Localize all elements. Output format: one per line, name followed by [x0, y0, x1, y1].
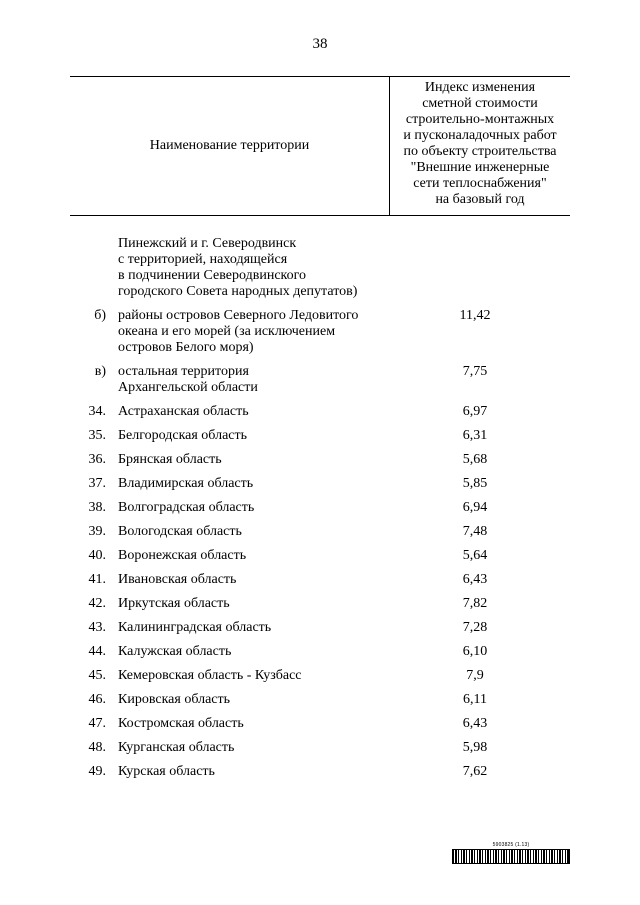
territory-name-line: Астраханская область [118, 404, 249, 419]
index-value: 6,43 [462, 716, 488, 731]
row-number: в) [94, 364, 106, 379]
territory-name [110, 428, 370, 444]
row-spacer [70, 420, 570, 428]
territory-name [110, 764, 370, 780]
row-spacer [70, 708, 570, 716]
territory-name-line: районы островов Северного Ледовитого [118, 308, 359, 323]
table-row [70, 716, 570, 732]
index-value: 7,9 [466, 668, 484, 683]
row-number: 38. [88, 500, 106, 515]
row-number: 40. [88, 548, 106, 563]
row-spacer [70, 300, 570, 308]
territory-name-line: Вологодская область [118, 524, 242, 539]
table-row [70, 500, 570, 516]
index-value: 6,31 [462, 428, 488, 443]
row-number: 36. [88, 452, 106, 467]
row-spacer [70, 756, 570, 764]
row-spacer [70, 444, 570, 452]
territory-name [110, 596, 370, 612]
index-value: 6,11 [463, 692, 487, 707]
header-index-line: сметной стоимости [422, 96, 538, 111]
territory-name-line: Кировская область [118, 692, 231, 707]
row-spacer [70, 732, 570, 740]
row-number: 35. [88, 428, 106, 443]
row-number: 47. [88, 716, 106, 731]
index-value: 6,97 [462, 404, 488, 419]
row-spacer [70, 612, 570, 620]
row-number: 34. [88, 404, 106, 419]
table-row [70, 548, 570, 564]
territory-name [110, 620, 370, 636]
territory-name-line: Калужская область [118, 644, 232, 659]
territory-name-line: Костромская область [118, 716, 244, 731]
territory-name [110, 308, 370, 356]
table-row [70, 308, 570, 356]
header-index-column [390, 77, 570, 215]
territory-name [110, 668, 370, 684]
index-value: 11,42 [459, 308, 491, 323]
row-spacer [70, 660, 570, 668]
territory-name-line: Белгородская область [118, 428, 248, 443]
header-index-line: строительно-монтажных [405, 112, 555, 127]
table-header [70, 76, 570, 216]
index-value: 5,64 [462, 548, 488, 563]
territory-name-line: Архангельской области [118, 380, 258, 395]
territory-name [110, 404, 370, 420]
index-value: 7,62 [462, 764, 488, 779]
table-row [70, 236, 570, 300]
row-number [70, 236, 110, 300]
row-number: 46. [88, 692, 106, 707]
territory-name [110, 740, 370, 756]
territory-name-line: океана и его морей (за исключением [118, 324, 336, 339]
table-row [70, 572, 570, 588]
territory-name-line: Волгоградская область [118, 500, 255, 515]
territory-name-line: Брянская область [118, 452, 222, 467]
table-row [70, 740, 570, 756]
index-value: 6,43 [462, 572, 488, 587]
table-row [70, 452, 570, 468]
barcode [452, 842, 570, 864]
table-row [70, 428, 570, 444]
index-value: 7,48 [462, 524, 488, 539]
row-spacer [70, 540, 570, 548]
row-spacer [70, 356, 570, 364]
table-row [70, 764, 570, 780]
row-number: 42. [88, 596, 106, 611]
territory-name [110, 644, 370, 660]
row-number: 44. [88, 644, 106, 659]
index-value: 5,85 [462, 476, 488, 491]
territory-name-line: Ивановская область [118, 572, 237, 587]
row-spacer [70, 396, 570, 404]
row-spacer [70, 564, 570, 572]
territory-name [110, 524, 370, 540]
header-index-line: Индекс изменения [424, 80, 536, 95]
table-row [70, 364, 570, 396]
row-spacer [70, 588, 570, 596]
row-number: 37. [88, 476, 106, 491]
territory-name [110, 548, 370, 564]
territory-name [110, 572, 370, 588]
index-value [370, 236, 570, 300]
header-index-line: по объекту строительства [403, 144, 557, 159]
territory-name [110, 236, 370, 300]
table-row [70, 620, 570, 636]
index-value: 6,94 [462, 500, 488, 515]
row-spacer [70, 468, 570, 476]
row-number: 48. [88, 740, 106, 755]
header-territory-name: Наименование территории [70, 77, 390, 215]
row-number: б) [94, 308, 106, 323]
table-row [70, 692, 570, 708]
territory-name-line: Воронежская область [118, 548, 247, 563]
header-index-line: сети теплоснабжения" [413, 176, 547, 191]
territory-name-line: Пинежский и г. Северодвинск [118, 236, 297, 251]
territory-name [110, 364, 370, 396]
territory-name-line: Курская область [118, 764, 215, 779]
index-value: 7,28 [462, 620, 488, 635]
table-row [70, 596, 570, 612]
territory-name-line: Калининградская область [118, 620, 272, 635]
page-number: 38 [312, 36, 328, 52]
header-index-line: на базовый год [435, 192, 525, 207]
row-number: 43. [88, 620, 106, 635]
territory-name-line: Кемеровская область - Кузбасс [118, 668, 302, 683]
row-spacer [70, 684, 570, 692]
row-number: 45. [88, 668, 106, 683]
territory-name [110, 476, 370, 492]
territory-name [110, 452, 370, 468]
territory-name-line: Курганская область [118, 740, 235, 755]
table-body [70, 216, 570, 780]
territory-name-line: с территорией, находящейся [118, 252, 288, 267]
barcode-label: 5903825 (1.13) [492, 842, 530, 848]
row-spacer [70, 492, 570, 500]
header-index-line: "Внешние инженерные [410, 160, 550, 175]
table-row [70, 404, 570, 420]
territory-name-line: в подчинении Северодвинского [118, 268, 307, 283]
row-spacer [70, 516, 570, 524]
row-number: 49. [88, 764, 106, 779]
index-value: 5,68 [462, 452, 488, 467]
territory-name-line: остальная территория [118, 364, 249, 379]
territory-name-line: городского Совета народных депутатов) [118, 284, 358, 299]
row-spacer [70, 636, 570, 644]
region-index-table [70, 76, 570, 780]
table-row [70, 476, 570, 492]
table-row [70, 668, 570, 684]
table-row [70, 644, 570, 660]
territory-name-line: Иркутская область [118, 596, 230, 611]
territory-name [110, 692, 370, 708]
row-number: 41. [88, 572, 106, 587]
index-value: 6,10 [462, 644, 488, 659]
territory-name [110, 500, 370, 516]
territory-name-line: Владимирская область [118, 476, 254, 491]
table-row [70, 524, 570, 540]
row-number: 39. [88, 524, 106, 539]
index-value: 5,98 [462, 740, 488, 755]
barcode-bars-icon [452, 849, 570, 864]
index-value: 7,82 [462, 596, 488, 611]
index-value: 7,75 [462, 364, 488, 379]
territory-name [110, 716, 370, 732]
territory-name-line: островов Белого моря) [118, 340, 254, 355]
header-index-line: и пусконаладочных работ [403, 128, 557, 143]
